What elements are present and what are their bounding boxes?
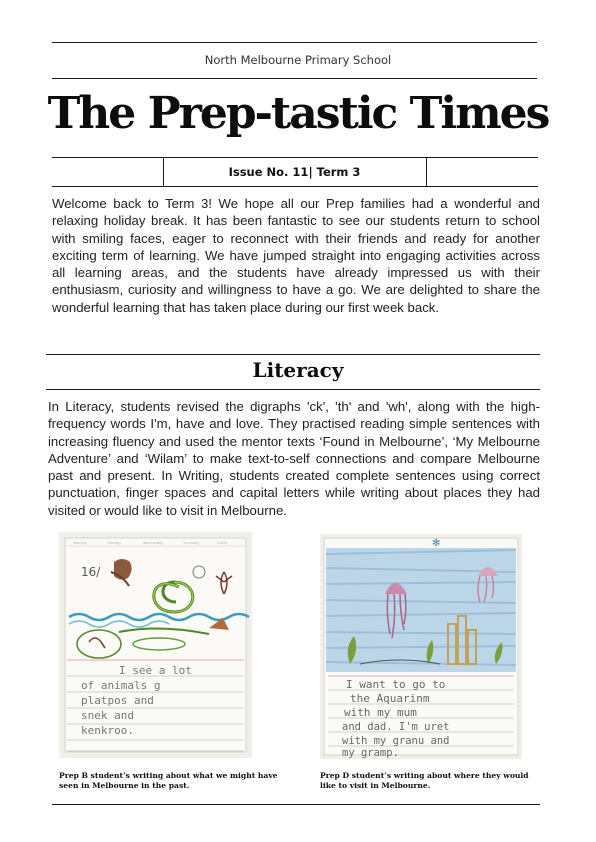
handwriting-line: and dad. I'm uret <box>342 721 450 733</box>
svg-text:Wednesday: Wednesday <box>143 541 164 545</box>
photo-caption-prep-b: Prep B student’s writing about what we might have seen in Melbourne in the past. <box>59 771 278 790</box>
issue-divider-right <box>426 158 427 186</box>
handwriting-line: with my mum <box>344 706 417 719</box>
handwriting-line: snek and <box>81 709 134 722</box>
section-rule-top <box>46 354 540 355</box>
section-rule-bottom <box>46 389 540 390</box>
literacy-paragraph: In Literacy, students revised the digraphs 'ck', 'th' and 'wh', along with the high-frequency words I'm, have and love. They practised reading simple sentences with increasing fluency and used the mentor texts ‘Found in Melbourne’, ‘My Melbourne Adventure’ and ‘Wilam’ to make text-to-self connections and compare Melbourne past and present. In Writing, students created complete sentences using correct punctuation, finger spaces and capital letters while writing about places they had visited or would like to visit in Melbourne. <box>48 399 540 518</box>
svg-text:Thursday: Thursday <box>183 541 200 545</box>
student-work-photo-prep-d <box>320 534 522 759</box>
student-work-photo-prep-b <box>59 532 252 758</box>
handwriting-line: of animals g <box>81 679 161 692</box>
issue-line: Issue No. 11| Term 3 <box>228 165 361 179</box>
photo-caption-prep-d: Prep D student’s writing about where they would like to visit in Melbourne. <box>320 771 529 790</box>
school-rule <box>52 78 537 79</box>
svg-text:Friday: Friday <box>217 541 228 545</box>
student-drawing-prep-b <box>59 532 252 758</box>
handwriting-line: the Aquarinm <box>350 692 430 705</box>
newsletter-title: The Prep-tastic Times <box>47 88 549 139</box>
svg-text:Tuesday: Tuesday <box>107 541 122 545</box>
top-rule <box>52 42 537 43</box>
handwriting-line: my gramp. <box>342 747 399 759</box>
handwriting-line: I see a lot <box>119 664 192 677</box>
svg-text:✻: ✻ <box>432 538 441 549</box>
svg-text:16/: 16/ <box>81 565 101 579</box>
handwriting-line: kenkroo. <box>81 724 134 737</box>
intro-paragraph: Welcome back to Term 3! We hope all our Prep families had a wonderful and relaxing holiday break. It has been fantastic to see our students return to school with smiling faces, eager to reconnect with their friends and ready for another exciting term of learning. We have jumped straight into engaging activities across all learning areas, and the students have already impressed us with their enthusiasm, curiosity and willingness to have a go. We are delighted to share the wonderful learning that has taken place during our first week back. <box>52 196 540 315</box>
footer-rule <box>52 804 540 805</box>
handwriting-line: with my granu and <box>342 735 450 747</box>
literacy-heading: Literacy <box>252 358 344 382</box>
school-name: North Melbourne Primary School <box>204 53 392 67</box>
student-drawing-prep-d <box>320 534 522 759</box>
handwriting-line: platpos and <box>81 694 154 707</box>
handwriting-line: I want to go to <box>346 678 446 691</box>
svg-text:Monday: Monday <box>73 541 87 545</box>
issue-bar <box>52 157 538 187</box>
